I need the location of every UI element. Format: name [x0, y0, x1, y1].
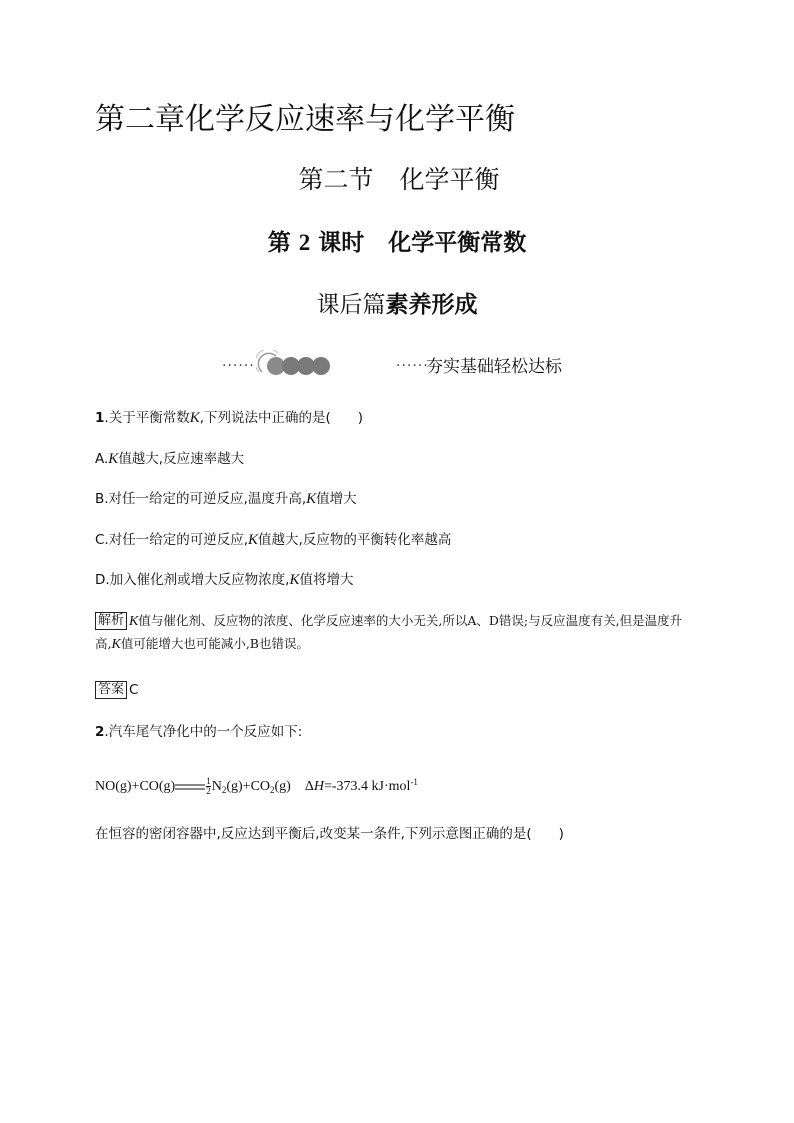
option-var: K: [108, 451, 119, 467]
option-text: 值增大: [316, 491, 357, 507]
analysis-text: 值可能增大也可能减小,B也错误。: [120, 636, 309, 651]
lesson-prefix: 第: [267, 229, 291, 256]
q1-number: 1: [95, 410, 105, 426]
q1-option-c: [95, 530, 451, 550]
lesson-title: [0, 226, 794, 260]
eq-frac-num: 1: [206, 776, 211, 787]
answer-value: C: [129, 682, 139, 698]
section-label: 第二节: [298, 165, 374, 194]
dh-prefix: Δ: [304, 779, 314, 794]
q2-stem: [95, 722, 302, 742]
banner-dots-left: ······: [222, 358, 255, 374]
q1-option-a: [95, 449, 244, 469]
q2-condition: 在恒容的密闭容器中,反应达到平衡后,改变某一条件,下列示意图正确的是( ): [95, 826, 564, 842]
after-class-normal: 课后篇: [316, 292, 386, 318]
chapter-title: 第二章化学反应速率与化学平衡: [95, 102, 515, 137]
section-name: 化学平衡: [399, 165, 500, 194]
option-text: 值越大,反应物的平衡转化率越高: [258, 532, 452, 548]
banner-circles-icon: [256, 350, 332, 378]
analysis-var: K: [129, 614, 139, 629]
q1-stem-a: .关于平衡常数: [104, 410, 190, 426]
eq-n: N: [211, 779, 222, 794]
option-text: 值将增大: [299, 572, 354, 588]
q1-stem-b: ,下列说法中正确的是( ): [199, 410, 364, 426]
q2-number: 2: [95, 724, 105, 740]
option-text: A.: [95, 451, 109, 467]
option-var: K: [306, 491, 317, 507]
analysis-text: 值与催化剂、反应物的浓度、化学反应速率的大小无关,所以A、D错误;与反应温度有关,但是温度升高,: [95, 613, 683, 651]
dh-value: =-373.4 kJ·mol: [323, 779, 411, 794]
q1-analysis: [95, 610, 705, 656]
lesson-name: 化学平衡常数: [388, 229, 527, 256]
q1-stem: [95, 408, 363, 428]
banner-text: 夯实基础轻松达标: [426, 357, 562, 377]
eq-end: (g): [274, 779, 291, 794]
after-class-bold: 素养形成: [385, 292, 478, 318]
q1-var: K: [189, 410, 200, 426]
eq-n-sub: 2: [221, 785, 227, 795]
banner-dots-right: ······: [396, 358, 429, 374]
q2-equation: [95, 772, 418, 800]
eq-mid: (g)+CO: [226, 779, 271, 794]
lesson-suffix: 课时: [318, 229, 365, 256]
q2-stem-text: .汽车尾气净化中的一个反应如下:: [104, 724, 303, 740]
option-var: K: [248, 532, 259, 548]
eq-fraction: [206, 777, 211, 796]
section-title: [0, 162, 794, 198]
dh-sup: -1: [410, 777, 418, 787]
q1-option-b: [95, 489, 357, 509]
q1-option-d: [95, 570, 354, 590]
equilibrium-arrow-icon: [175, 782, 205, 792]
option-text: 值越大,反应速率越大: [118, 451, 245, 467]
analysis-tag: 解析: [95, 612, 127, 630]
eq-co-sub: 2: [270, 785, 275, 795]
q1-answer: [95, 680, 138, 700]
option-var: K: [289, 572, 300, 588]
lesson-number: 2: [298, 230, 311, 255]
option-text: D.加入催化剂或增大反应物浓度,: [95, 572, 290, 588]
analysis-var: K: [111, 637, 121, 652]
dh-var: H: [313, 779, 324, 794]
eq-frac-den: 2: [206, 786, 211, 797]
option-text: B.对任一给定的可逆反应,温度升高,: [95, 491, 307, 507]
option-text: C.对任一给定的可逆反应,: [95, 532, 249, 548]
answer-tag: 答案: [95, 681, 127, 699]
eq-reactants: NO(g)+CO(g): [95, 779, 176, 794]
after-class-heading: [0, 288, 794, 322]
